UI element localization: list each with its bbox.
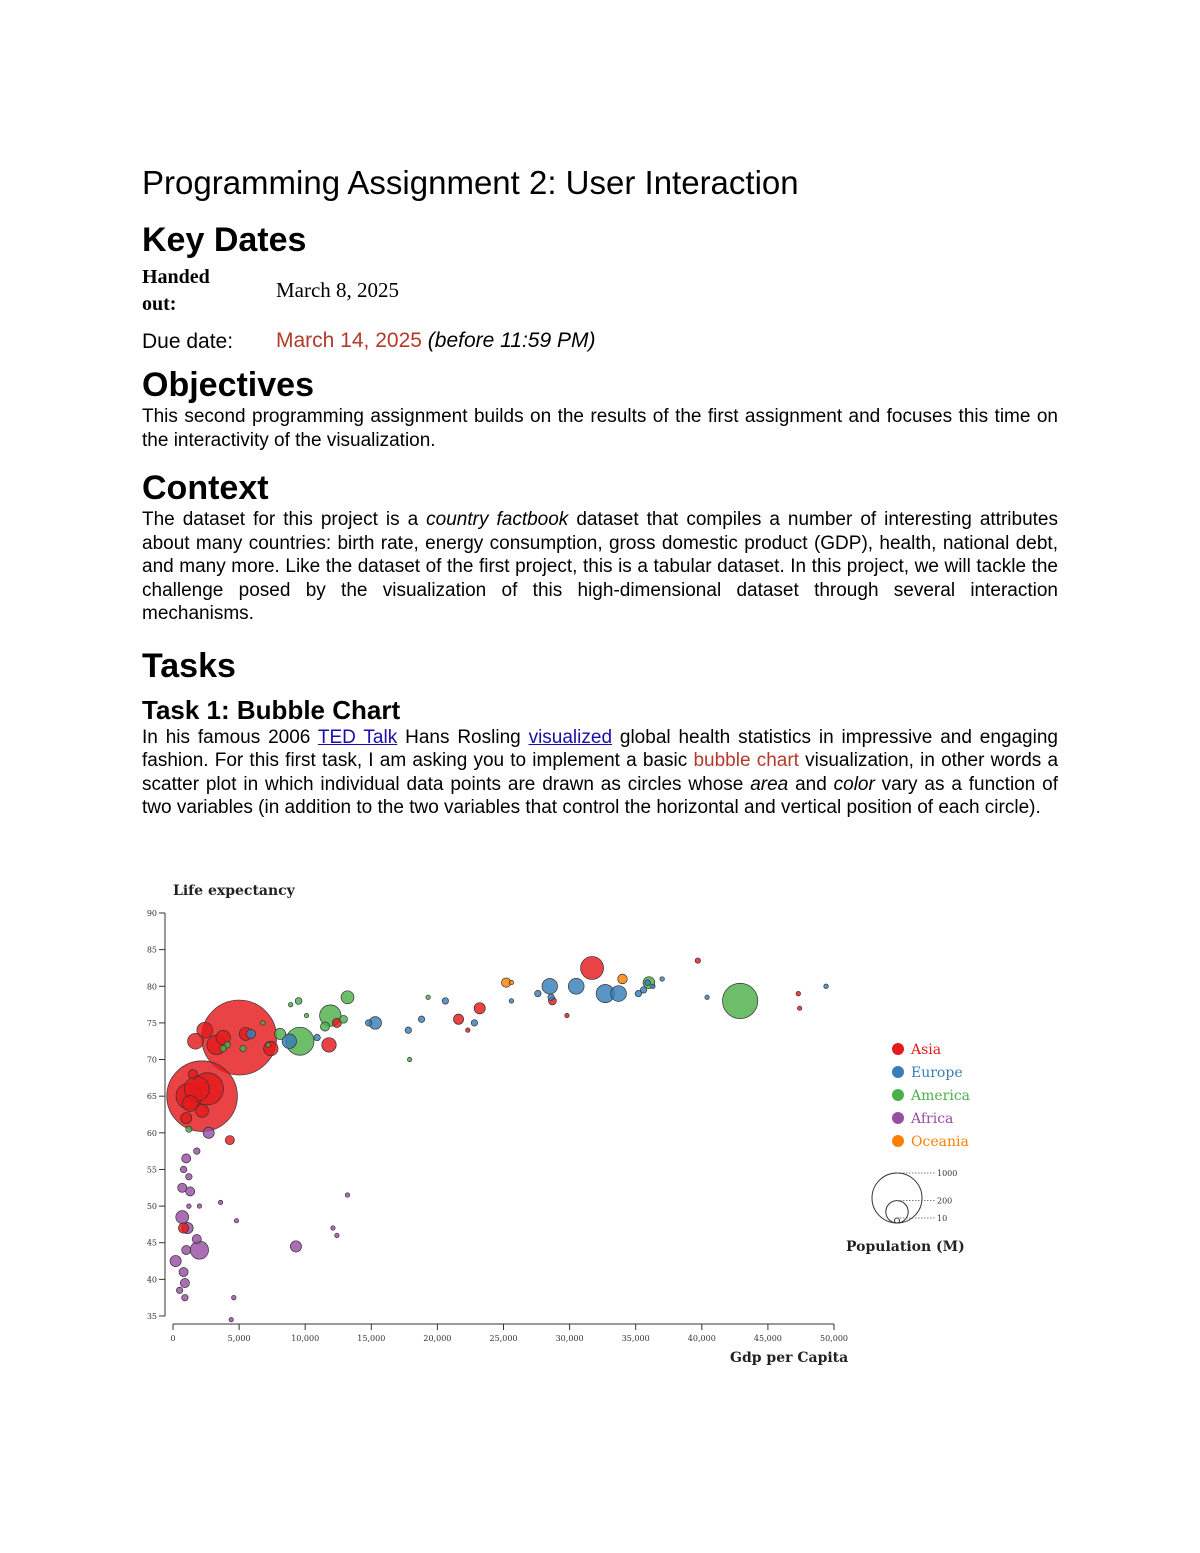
y-tick-label: 75 (146, 1018, 157, 1028)
bubble-point (509, 980, 513, 984)
bubble-point (246, 1029, 255, 1038)
x-tick-label: 10,000 (291, 1334, 320, 1343)
legend-label: Europe (911, 1065, 963, 1081)
handed-out-value: March 8, 2025 (276, 277, 400, 302)
x-tick-label: 50,000 (820, 1334, 848, 1343)
y-tick-label: 55 (146, 1165, 157, 1175)
bubble-point (335, 1233, 339, 1237)
bubble-point (232, 1295, 237, 1300)
bubble-point (542, 979, 558, 995)
context-text: The dataset for this project is a country factbook dataset that compiles a number of interesting attributes about many countries: birth rate, energy consumption, gross domestic product (GDP), health, national debt, and many more. Like the dataset of the first project, this is a tabular dataset. In this project, we will tackle the challenge posed by the visualization of this high-dimensional dataset through several interaction mechanisms. (142, 509, 1058, 624)
bubble-point (274, 1028, 285, 1039)
bubble-point (824, 984, 829, 989)
bubble-point (290, 1241, 301, 1252)
key-dates-table (142, 262, 596, 355)
bubble-point (197, 1204, 201, 1208)
x-tick-label: 45,000 (753, 1334, 782, 1343)
y-tick-label: 35 (146, 1312, 157, 1321)
y-tick-label: 85 (146, 945, 157, 955)
x-axis-title: Gdp per Capita (730, 1350, 849, 1366)
task1-heading: Task 1: Bubble Chart (142, 694, 401, 725)
bubble-point (192, 1235, 201, 1244)
bubble-point (186, 1187, 195, 1196)
task1-text: In his famous 2006 TED Talk Hans Rosling visualized global health statistics in impressive and engaging fashion. For this first task, I am asking you to implement a basic bubble chart visualization, in other words a scatter plot in which individual data points are drawn as circles whose area and color vary as a function of two variables (in addition to the two variables that control the horizontal and vertical position of each circle). (142, 726, 1059, 818)
bubble-point (188, 1033, 204, 1049)
x-tick-label: 5,000 (227, 1334, 251, 1343)
bubble-point (418, 1016, 424, 1022)
bubble-point (722, 983, 757, 1018)
bubble-chart-term: bubble chart (693, 750, 799, 771)
bubble-point (187, 1204, 192, 1209)
handed-out-label: Handed out: (142, 266, 210, 315)
bubble-point (178, 1223, 188, 1233)
bubble-point (170, 1255, 181, 1266)
bubble-point (442, 998, 448, 1004)
due-date: March 14, 2025 (276, 329, 422, 352)
bubble-point (196, 1104, 209, 1117)
bubble-point (474, 1003, 485, 1014)
bubble-point (234, 1219, 238, 1223)
document-page (142, 160, 1058, 820)
y-tick-label: 40 (146, 1275, 157, 1285)
color-term: color (833, 773, 875, 795)
bubble-point (453, 1014, 463, 1024)
legend-swatch (892, 1135, 904, 1147)
area-term: area (750, 773, 789, 795)
legend-swatch (892, 1043, 904, 1055)
bubble-point (240, 1045, 246, 1051)
size-legend-circle (895, 1218, 900, 1223)
bubble-point (331, 1226, 335, 1230)
bubble-point (548, 994, 554, 1000)
bubble-point (581, 956, 604, 979)
bubble-point (535, 990, 541, 996)
bubble-point (341, 991, 354, 1004)
bubble-point (304, 1013, 308, 1017)
y-tick-label: 70 (146, 1055, 157, 1065)
x-tick-label: 30,000 (555, 1334, 584, 1343)
x-tick-label: 35,000 (621, 1334, 650, 1343)
bubble-point (651, 984, 656, 989)
y-tick-label: 60 (146, 1128, 157, 1138)
legend-label: Asia (911, 1042, 942, 1058)
bubble-point (186, 1126, 192, 1132)
context-heading: Context (142, 469, 269, 507)
handed-out-row (142, 262, 596, 318)
x-tick-label: 0 (170, 1334, 176, 1343)
bubble-point (345, 1193, 349, 1197)
legend-swatch (892, 1066, 904, 1078)
legend-label: America (911, 1088, 971, 1104)
bubble-point (182, 1245, 191, 1254)
bubble-point (194, 1148, 200, 1154)
bubble-point (295, 998, 302, 1005)
x-tick-label: 15,000 (357, 1334, 386, 1343)
bubble-point (426, 995, 430, 999)
page-title: Programming Assignment 2: User Interaction (142, 164, 799, 201)
region-legend (892, 1042, 970, 1150)
visualized-link[interactable]: visualized (528, 726, 613, 748)
bubble-point (229, 1317, 233, 1321)
bubble-point (314, 1034, 320, 1040)
bubble-point (266, 1043, 271, 1048)
bubble-point (471, 1020, 477, 1026)
bubble-point (182, 1154, 191, 1163)
country-factbook-term: country factbook (426, 509, 569, 530)
x-tick-label: 20,000 (423, 1334, 452, 1343)
bubble-point (261, 1021, 266, 1026)
bubble-point (565, 1013, 569, 1017)
legend-label: Oceania (911, 1134, 969, 1150)
bubble-layer (167, 956, 829, 1321)
tasks-heading: Tasks (142, 646, 236, 685)
chart-axes (147, 909, 848, 1343)
bubble-point (180, 1278, 189, 1287)
bubble-point (322, 1038, 336, 1052)
due-date-label: Due date: (142, 330, 234, 353)
y-axis-title: Life expectancy (173, 883, 295, 899)
bubble-chart (130, 870, 990, 1370)
size-legend (872, 1169, 957, 1223)
bubble-point (340, 1015, 348, 1023)
objectives-heading: Objectives (142, 366, 314, 404)
y-tick-label: 65 (146, 1092, 157, 1102)
size-legend-title: Population (M) (846, 1239, 965, 1255)
bubble-point (568, 978, 584, 994)
bubble-point (509, 999, 514, 1004)
y-tick-label: 50 (146, 1202, 157, 1212)
due-time-note: (before 11:59 PM) (427, 329, 596, 352)
y-tick-label: 80 (146, 982, 157, 992)
bubble-point (640, 987, 646, 993)
x-tick-label: 25,000 (489, 1334, 518, 1343)
bubble-point (182, 1294, 188, 1300)
bubble-point (188, 1070, 197, 1079)
bubble-point (180, 1166, 186, 1172)
bubble-point (181, 1113, 192, 1124)
bubble-chart-svg (130, 870, 990, 1370)
bubble-point (176, 1211, 189, 1224)
bubble-point (797, 1006, 801, 1010)
size-legend-circle (886, 1201, 908, 1223)
bubble-point (705, 995, 709, 999)
bubble-point (186, 1174, 192, 1180)
bubble-point (618, 974, 628, 984)
legend-label: Africa (911, 1111, 954, 1127)
bubble-point (179, 1267, 188, 1276)
bubble-point (225, 1136, 234, 1145)
y-tick-label: 45 (146, 1238, 157, 1248)
bubble-point (288, 1002, 293, 1007)
bubble-point (365, 1020, 371, 1026)
bubble-point (611, 986, 627, 1002)
bubble-point (264, 1041, 278, 1055)
size-legend-label: 200 (937, 1196, 953, 1206)
bubble-point (407, 1057, 411, 1061)
bubble-point (645, 980, 651, 986)
bubble-point (218, 1200, 222, 1204)
bubble-point (660, 977, 665, 982)
due-date-row (142, 318, 596, 355)
bubble-point (466, 1028, 470, 1032)
bubble-point (796, 991, 801, 996)
bubble-point (405, 1027, 411, 1033)
bubble-point (190, 1241, 208, 1259)
bubble-point (203, 1127, 214, 1138)
bubble-point (695, 958, 700, 963)
size-legend-circle (872, 1173, 922, 1223)
x-tick-label: 40,000 (687, 1334, 716, 1343)
legend-swatch (892, 1089, 904, 1101)
bubble-point (320, 1022, 329, 1031)
key-dates-heading: Key Dates (142, 221, 307, 259)
y-tick-label: 90 (146, 909, 157, 918)
size-legend-label: 1000 (937, 1169, 958, 1178)
bubble-point (220, 1045, 226, 1051)
legend-swatch (892, 1112, 904, 1124)
due-date-value (276, 318, 596, 355)
bubble-point (176, 1287, 182, 1293)
ted-talk-link[interactable]: TED Talk (317, 726, 398, 748)
size-legend-label: 10 (937, 1214, 948, 1223)
objectives-text: This second programming assignment builds on the results of the first assignment and focuses this time on the interactivity of the visualization. (142, 406, 1058, 451)
